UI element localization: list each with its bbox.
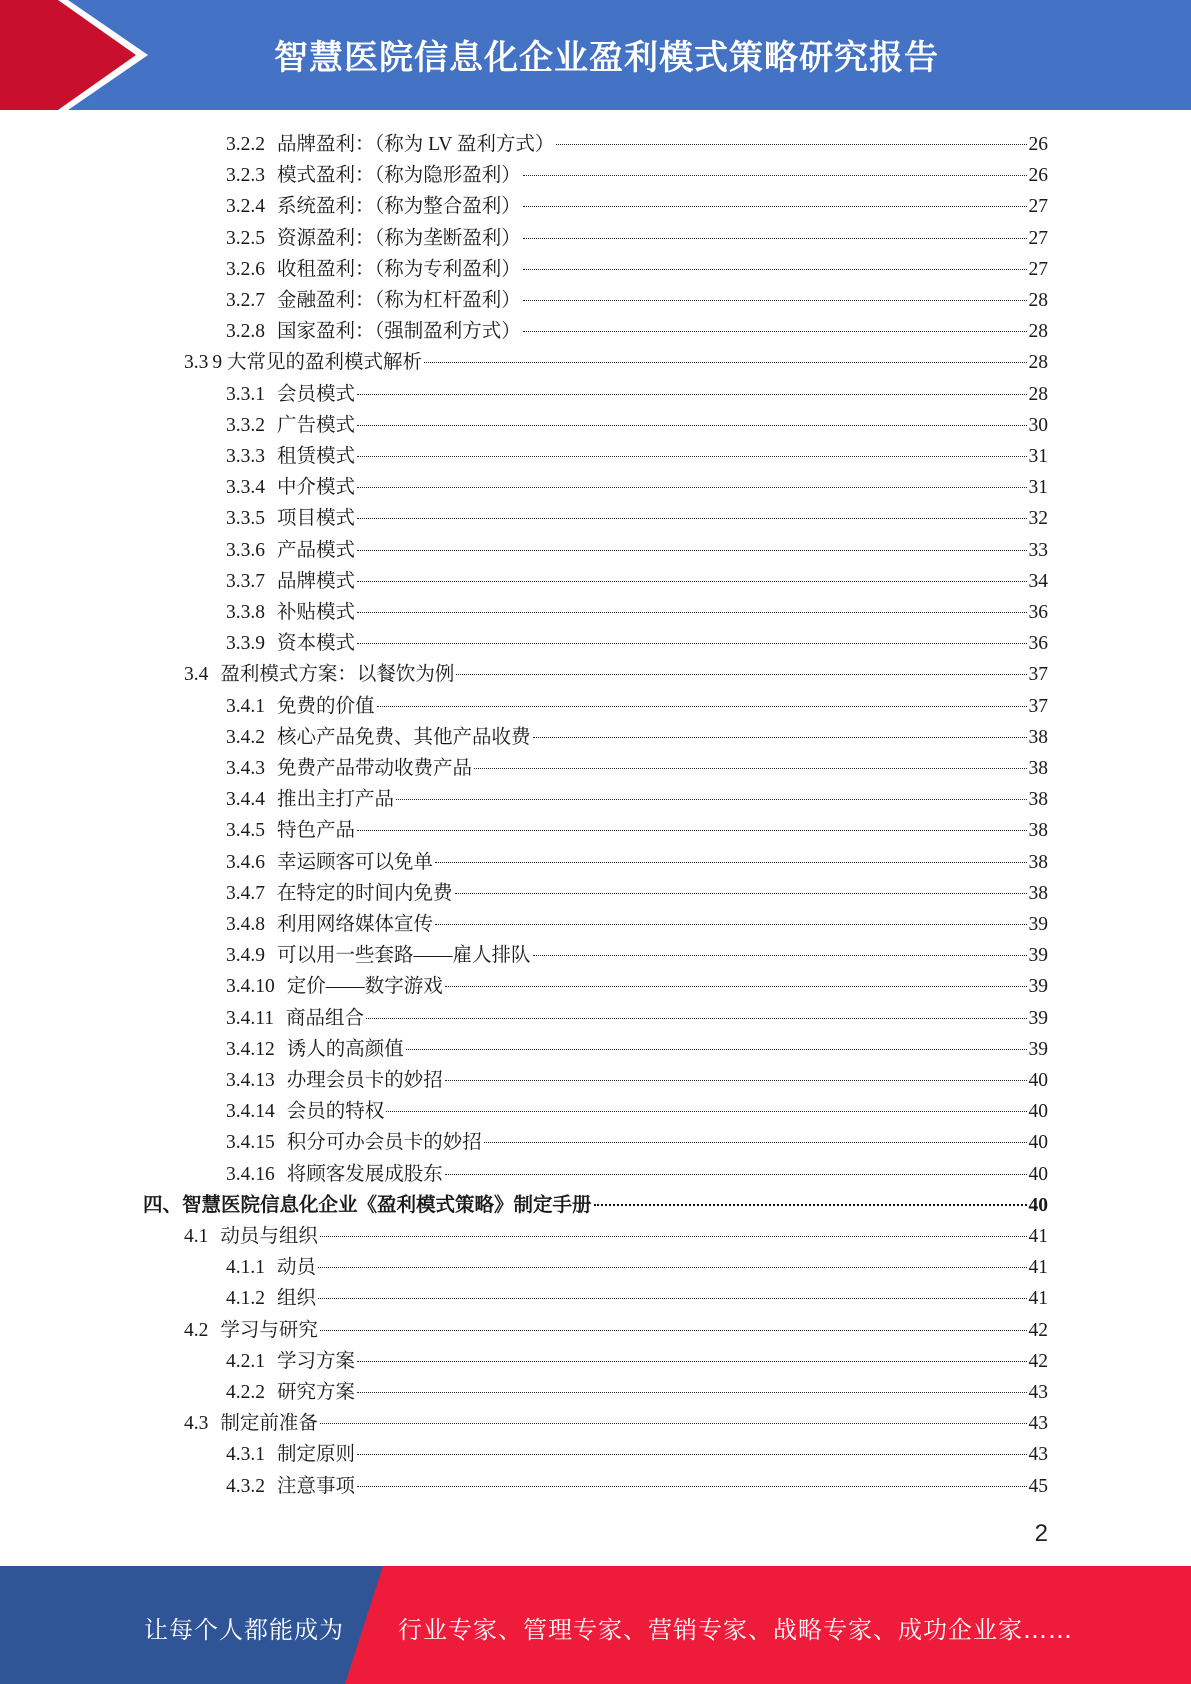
toc-entry-page: 39 xyxy=(1028,1038,1048,1060)
toc-entry-page: 38 xyxy=(1028,851,1048,873)
toc-entry-number: 4.1 xyxy=(184,1226,209,1247)
toc-dot-leader xyxy=(357,518,1026,519)
toc-entry-number: 3.4.1 xyxy=(226,695,265,717)
toc-dot-leader xyxy=(445,1174,1027,1175)
toc-entry-label xyxy=(226,1126,482,1154)
toc-entry[interactable] xyxy=(226,970,1048,1001)
header-banner xyxy=(0,0,1191,110)
toc-entry-page: 40 xyxy=(1028,1163,1048,1185)
toc-entry-number: 3.4 xyxy=(184,664,209,686)
toc-entry-number: 3.4.6 xyxy=(226,851,265,873)
toc-entry-number: 3.2.3 xyxy=(226,165,265,187)
toc-entry[interactable] xyxy=(226,440,1048,471)
toc-entry-label xyxy=(226,752,472,780)
toc-dot-leader xyxy=(318,1298,1026,1299)
toc-entry-page: 43 xyxy=(1028,1382,1048,1403)
toc-entry-label xyxy=(226,1345,355,1373)
toc-entry[interactable] xyxy=(226,877,1048,908)
toc-entry-number: 3.2.5 xyxy=(226,227,265,249)
toc-entry-title: 将顾客发展成股东 xyxy=(286,1163,443,1185)
toc-entry-label xyxy=(226,315,521,343)
toc-dot-leader xyxy=(357,1454,1026,1455)
toc-entry-label xyxy=(226,409,355,437)
toc-entry-title: 会员模式 xyxy=(277,383,356,405)
toc-entry-title: 收租盈利：（称为专利盈利） xyxy=(277,258,521,280)
toc-entry-label xyxy=(184,658,454,686)
toc-entry-label xyxy=(184,1407,318,1435)
toc-entry-title: 金融盈利：（称为杠杆盈利） xyxy=(277,290,521,311)
toc-entry-title: 办理会员卡的妙招 xyxy=(286,1070,443,1091)
toc-entry-label xyxy=(226,190,521,218)
toc-entry-number: 3.3.4 xyxy=(226,477,265,499)
toc-dot-leader xyxy=(523,238,1027,239)
toc-entry-label xyxy=(184,346,422,374)
toc-entry[interactable] xyxy=(226,315,1048,346)
toc-entry[interactable] xyxy=(226,596,1048,627)
toc-entry-label xyxy=(226,284,521,312)
toc-dot-leader xyxy=(523,300,1027,301)
toc-entry-number: 3.3.5 xyxy=(226,508,265,530)
toc-entry[interactable] xyxy=(226,565,1048,596)
toc-entry-title: 组织 xyxy=(277,1288,317,1310)
toc-entry-label xyxy=(226,1095,384,1123)
toc-entry-title: 商品组合 xyxy=(286,1007,365,1029)
toc-entry-title: 国家盈利：（强制盈利方式） xyxy=(277,321,521,343)
toc-dot-leader xyxy=(357,612,1026,613)
toc-entry-page: 31 xyxy=(1028,446,1048,467)
toc-dot-leader xyxy=(386,1111,1026,1112)
toc-entry-number: 3.2.2 xyxy=(226,134,265,155)
toc-entry-label xyxy=(226,1158,443,1186)
toc-entry-title: 制定原则 xyxy=(277,1444,356,1466)
toc-entry-number: 4.2 xyxy=(184,1319,209,1341)
toc-entry-label xyxy=(184,1220,318,1248)
toc-dot-leader xyxy=(357,1361,1026,1362)
toc-entry-title: 智慧医院信息化企业《盈利模式策略》制定手册 xyxy=(182,1194,592,1216)
toc-entry[interactable] xyxy=(226,222,1048,253)
toc-entry-title: 中介模式 xyxy=(277,477,356,499)
toc-entry-page: 40 xyxy=(1028,1194,1048,1216)
toc-entry-title: 定价——数字游戏 xyxy=(286,976,443,998)
toc-entry[interactable] xyxy=(184,1314,1048,1345)
toc-entry-title: 积分可办会员卡的妙招 xyxy=(286,1132,482,1154)
toc-entry[interactable] xyxy=(184,1407,1048,1438)
toc-entry[interactable] xyxy=(184,658,1048,689)
toc-entry[interactable] xyxy=(226,752,1048,783)
toc-entry-title: 学习方案 xyxy=(277,1350,356,1372)
toc-entry-label xyxy=(226,814,355,842)
toc-dot-leader xyxy=(357,425,1026,426)
toc-entry-title: 广告模式 xyxy=(277,414,356,436)
toc-entry[interactable] xyxy=(226,502,1048,533)
toc-dot-leader xyxy=(523,331,1027,332)
toc-entry-page: 28 xyxy=(1028,383,1048,405)
toc-entry-label xyxy=(226,939,531,967)
toc-entry-number: 四、 xyxy=(143,1194,183,1216)
toc-entry-title: 品牌模式 xyxy=(277,570,356,592)
toc-entry-label xyxy=(226,128,554,156)
toc-entry-label xyxy=(226,534,355,562)
toc-entry-label xyxy=(226,783,394,811)
toc-entry-page: 36 xyxy=(1028,633,1048,655)
toc-entry-page: 36 xyxy=(1028,602,1048,623)
toc-entry[interactable] xyxy=(226,128,1048,159)
toc-entry-page: 28 xyxy=(1028,352,1048,374)
toc-entry-label xyxy=(226,690,375,718)
toc-entry-title: 会员的特权 xyxy=(286,1101,385,1123)
toc-entry-number: 4.3 xyxy=(184,1413,209,1435)
toc-entry-label xyxy=(226,1002,364,1030)
toc-entry-title: 产品模式 xyxy=(277,539,356,561)
toc-dot-leader xyxy=(406,1049,1027,1050)
toc-entry-page: 40 xyxy=(1028,1132,1048,1154)
footer-slogan-left: 让每个人都能成为 xyxy=(144,1616,344,1644)
toc-entry-title: 制定前准备 xyxy=(220,1413,318,1435)
toc-entry-page: 42 xyxy=(1028,1319,1048,1341)
toc-entry-label xyxy=(143,1189,592,1217)
footer-slogan-right: 行业专家、管理专家、营销专家、战略专家、成功企业家…… xyxy=(398,1616,1073,1644)
toc-entry-page: 27 xyxy=(1028,258,1048,280)
toc-entry-label xyxy=(226,1438,355,1466)
toc-entry-number: 3.4.4 xyxy=(226,789,265,811)
toc-dot-leader xyxy=(455,893,1027,894)
toc-entry[interactable] xyxy=(226,783,1048,814)
toc-entry-page: 41 xyxy=(1028,1257,1048,1279)
toc-dot-leader xyxy=(523,269,1027,270)
toc-entry[interactable] xyxy=(226,1095,1048,1126)
toc-entry[interactable] xyxy=(226,690,1048,721)
toc-entry-title: 核心产品免费、其他产品收费 xyxy=(277,726,531,748)
toc-entry-number: 3.4.12 xyxy=(226,1038,275,1060)
toc-dot-leader xyxy=(357,643,1026,644)
toc-entry-label xyxy=(226,253,521,281)
toc-dot-leader xyxy=(435,862,1026,863)
toc-dot-leader xyxy=(357,456,1026,457)
toc-entry[interactable] xyxy=(226,1470,1048,1501)
toc-entry[interactable] xyxy=(226,814,1048,845)
toc-entry-title: 幸运顾客可以免单 xyxy=(277,851,434,873)
toc-entry-title: 模式盈利：（称为隐形盈利） xyxy=(277,165,521,187)
toc-entry-number: 4.2.1 xyxy=(226,1350,265,1372)
toc-entry-number: 3.2.7 xyxy=(226,290,265,311)
toc-entry-number: 3.3 xyxy=(184,352,209,374)
toc-entry-title: 补贴模式 xyxy=(277,602,356,623)
toc-entry-number: 3.4.3 xyxy=(226,758,265,779)
toc-entry-label xyxy=(226,877,453,905)
toc-entry-page: 28 xyxy=(1028,321,1048,343)
toc-entry-page: 38 xyxy=(1028,758,1048,779)
toc-entry-page: 43 xyxy=(1028,1413,1048,1435)
toc-entry[interactable] xyxy=(226,721,1048,752)
toc-entry-label xyxy=(226,378,355,406)
toc-dot-leader xyxy=(396,799,1026,800)
toc-entry-page: 40 xyxy=(1028,1101,1048,1123)
toc-entry-label xyxy=(226,1376,355,1404)
toc-entry-number: 3.2.8 xyxy=(226,321,265,343)
toc-entry-title: 系统盈利：（称为整合盈利） xyxy=(277,196,521,218)
toc-entry-title: 资源盈利：（称为垄断盈利） xyxy=(277,227,521,249)
toc-dot-leader xyxy=(523,206,1027,207)
toc-entry-page: 41 xyxy=(1028,1226,1048,1247)
toc-entry-page: 30 xyxy=(1028,414,1048,436)
toc-dot-leader xyxy=(377,706,1027,707)
toc-entry[interactable] xyxy=(226,1345,1048,1376)
toc-entry-page: 37 xyxy=(1028,695,1048,717)
toc-entry-number: 3.4.2 xyxy=(226,726,265,748)
toc-entry-title: 免费产品带动收费产品 xyxy=(277,758,473,779)
toc-entry-number: 3.4.13 xyxy=(226,1070,275,1091)
toc-dot-leader xyxy=(320,1236,1027,1237)
toc-entry-page: 39 xyxy=(1028,914,1048,935)
toc-entry-page: 38 xyxy=(1028,726,1048,748)
toc-entry-page: 45 xyxy=(1028,1475,1048,1497)
toc-entry-number: 3.2.4 xyxy=(226,196,265,218)
toc-entry-title: 可以用一些套路——雇人排队 xyxy=(277,945,531,967)
toc-entry-number: 3.4.7 xyxy=(226,882,265,904)
toc-entry-label xyxy=(226,721,531,749)
toc-entry-label xyxy=(226,502,355,530)
toc-dot-leader xyxy=(474,768,1026,769)
toc-entry-number: 4.1.1 xyxy=(226,1257,265,1279)
toc-entry-label xyxy=(226,1064,443,1092)
toc-entry-title: 免费的价值 xyxy=(277,695,375,717)
toc-entry-number: 3.4.5 xyxy=(226,820,265,842)
toc-entry[interactable] xyxy=(226,1158,1048,1189)
toc-entry-title: 动员与组织 xyxy=(220,1226,318,1247)
toc-entry-label xyxy=(226,565,355,593)
toc-entry-number: 3.4.14 xyxy=(226,1101,275,1123)
toc-entry[interactable] xyxy=(184,1220,1048,1251)
toc-dot-leader xyxy=(357,550,1026,551)
toc-entry-number: 4.2.2 xyxy=(226,1382,265,1403)
toc-entry[interactable] xyxy=(226,1251,1048,1282)
toc-entry-label xyxy=(226,1251,316,1279)
toc-dot-leader xyxy=(556,144,1026,145)
toc-dot-leader xyxy=(484,1142,1027,1143)
toc-entry-number: 3.4.10 xyxy=(226,976,275,998)
toc-dot-leader xyxy=(357,1392,1026,1393)
toc-entry-page: 28 xyxy=(1028,290,1048,311)
toc-entry[interactable] xyxy=(226,190,1048,221)
toc-entry-number: 3.2.6 xyxy=(226,258,265,280)
toc-entry-label xyxy=(184,1314,318,1342)
toc-entry[interactable] xyxy=(226,1064,1048,1095)
toc-dot-leader xyxy=(357,830,1026,831)
toc-entry-page: 27 xyxy=(1028,196,1048,218)
toc-entry-page: 38 xyxy=(1028,789,1048,811)
toc-entry[interactable] xyxy=(226,471,1048,502)
toc-entry-label xyxy=(226,970,443,998)
toc-entry[interactable] xyxy=(184,346,1048,377)
toc-entry-number: 4.3.1 xyxy=(226,1444,265,1466)
toc-entry-page: 33 xyxy=(1028,539,1048,561)
toc-entry-page: 39 xyxy=(1028,976,1048,998)
toc-entry-title: 特色产品 xyxy=(277,820,356,842)
toc-entry-label xyxy=(226,846,433,874)
toc-entry-title: 在特定的时间内免费 xyxy=(277,882,453,904)
toc-entry-page: 40 xyxy=(1028,1070,1048,1091)
toc-entry[interactable] xyxy=(226,1126,1048,1157)
toc-dot-leader xyxy=(320,1330,1027,1331)
toc-entry-page: 31 xyxy=(1028,477,1048,499)
toc-entry-number: 3.4.16 xyxy=(226,1163,275,1185)
toc-dot-leader xyxy=(533,737,1027,738)
toc-entry-title: 盈利模式方案：以餐饮为例 xyxy=(220,664,455,686)
toc-entry-number: 3.3.8 xyxy=(226,602,265,623)
toc-dot-leader xyxy=(318,1267,1026,1268)
toc-entry[interactable] xyxy=(226,284,1048,315)
toc-entry-label xyxy=(226,222,521,250)
toc-entry-page: 26 xyxy=(1028,134,1048,155)
toc-entry-number: 3.4.8 xyxy=(226,914,265,935)
toc-entry-page: 42 xyxy=(1028,1350,1048,1372)
toc-dot-leader xyxy=(533,955,1027,956)
toc-dot-leader xyxy=(357,487,1026,488)
toc-entry[interactable] xyxy=(143,1189,1048,1220)
toc-entry-number: 3.3.7 xyxy=(226,570,265,592)
toc-dot-leader xyxy=(320,1423,1027,1424)
toc-entry-title: 学习与研究 xyxy=(220,1319,318,1341)
toc-dot-leader xyxy=(357,394,1026,395)
toc-entry-number: 3.4.11 xyxy=(226,1007,275,1029)
toc-entry-title: 9 大常见的盈利模式解析 xyxy=(212,352,423,374)
toc-entry-title: 注意事项 xyxy=(277,1475,356,1497)
toc-entry-title: 租赁模式 xyxy=(277,446,356,467)
toc-entry[interactable] xyxy=(226,846,1048,877)
toc-entry-label xyxy=(226,1282,316,1310)
toc-entry[interactable] xyxy=(226,159,1048,190)
toc-entry-page: 34 xyxy=(1028,570,1048,592)
toc-entry-page: 41 xyxy=(1028,1288,1048,1310)
toc-entry-number: 3.3.6 xyxy=(226,539,265,561)
toc-entry-label xyxy=(226,159,521,187)
toc-entry-page: 39 xyxy=(1028,945,1048,967)
toc-dot-leader xyxy=(435,924,1026,925)
toc-entry-page: 39 xyxy=(1028,1007,1048,1029)
toc-entry-title: 动员 xyxy=(277,1257,317,1279)
toc-entry[interactable] xyxy=(226,378,1048,409)
toc-entry-page: 38 xyxy=(1028,882,1048,904)
toc-entry-title: 品牌盈利：（称为 LV 盈利方式） xyxy=(277,134,555,155)
toc-entry-title: 资本模式 xyxy=(277,633,356,655)
toc-entry[interactable] xyxy=(226,534,1048,565)
toc-entry[interactable] xyxy=(226,1438,1048,1469)
toc-entry-title: 研究方案 xyxy=(277,1382,356,1403)
toc-entry-label xyxy=(226,1470,355,1498)
toc-dot-leader xyxy=(594,1204,1027,1206)
toc-entry-label xyxy=(226,908,433,936)
toc-entry-number: 3.3.3 xyxy=(226,446,265,467)
toc-entry-title: 诱人的高颜值 xyxy=(286,1038,404,1060)
toc-dot-leader xyxy=(445,1080,1027,1081)
toc-entry-label xyxy=(226,471,355,499)
toc-dot-leader xyxy=(456,674,1026,675)
toc-entry-title: 利用网络媒体宣传 xyxy=(277,914,434,935)
toc-entry-page: 43 xyxy=(1028,1444,1048,1466)
toc-entry[interactable] xyxy=(226,1033,1048,1064)
toc-entry[interactable] xyxy=(226,409,1048,440)
toc-dot-leader xyxy=(357,581,1026,582)
toc-entry-label xyxy=(226,1033,404,1061)
toc-entry-label xyxy=(226,440,355,468)
toc-entry-number: 3.4.9 xyxy=(226,945,265,967)
toc-entry-title: 推出主打产品 xyxy=(277,789,395,811)
toc-entry-number: 3.3.2 xyxy=(226,414,265,436)
toc-dot-leader xyxy=(424,362,1026,363)
footer-banner xyxy=(0,1566,1191,1684)
toc-entry-label xyxy=(226,596,355,624)
toc-dot-leader xyxy=(445,986,1027,987)
toc-entry[interactable] xyxy=(226,908,1048,939)
toc-entry-title: 项目模式 xyxy=(277,508,356,530)
toc-entry[interactable] xyxy=(226,1376,1048,1407)
document-title: 智慧医院信息化企业盈利模式策略研究报告 xyxy=(274,38,939,78)
toc-entry-number: 3.3.9 xyxy=(226,633,265,655)
toc-entry-number: 3.4.15 xyxy=(226,1132,275,1154)
toc-entry-page: 26 xyxy=(1028,165,1048,187)
toc-entry-page: 37 xyxy=(1028,664,1048,686)
toc-entry[interactable] xyxy=(226,253,1048,284)
toc-entry-page: 38 xyxy=(1028,820,1048,842)
toc-entry-number: 4.3.2 xyxy=(226,1475,265,1497)
toc-entry[interactable] xyxy=(226,627,1048,658)
toc-entry[interactable] xyxy=(226,1282,1048,1313)
toc-entry-label xyxy=(226,627,355,655)
toc-dot-leader xyxy=(523,175,1027,176)
toc-entry[interactable] xyxy=(226,1002,1048,1033)
toc-entry-page: 32 xyxy=(1028,508,1048,530)
toc-dot-leader xyxy=(357,1486,1026,1487)
toc-entry-number: 4.1.2 xyxy=(226,1288,265,1310)
toc-dot-leader xyxy=(366,1018,1026,1019)
toc-entry[interactable] xyxy=(226,939,1048,970)
toc-entry-page: 27 xyxy=(1028,227,1048,249)
page-number: 2 xyxy=(1034,1520,1048,1547)
toc-entry-number: 3.3.1 xyxy=(226,383,265,405)
